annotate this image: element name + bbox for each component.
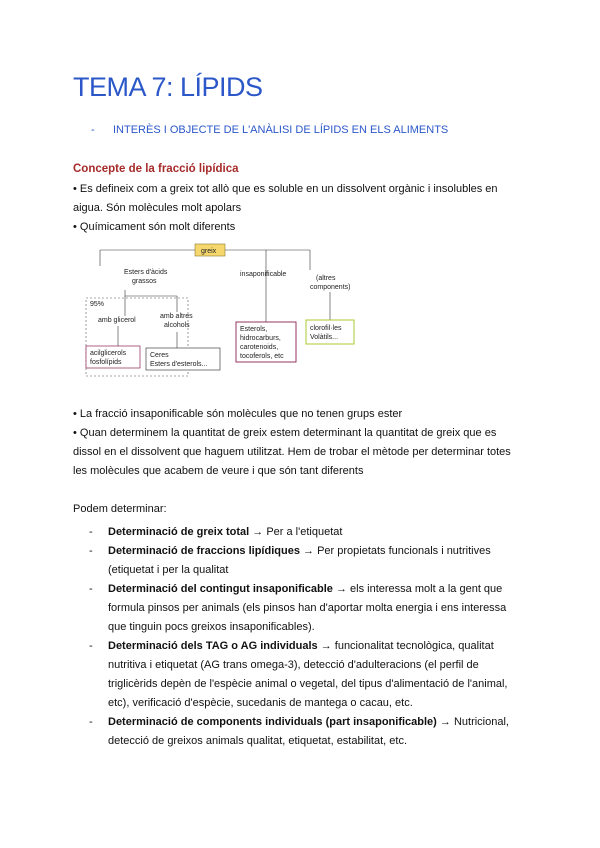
diagram-box-altres-2: Volàtils... xyxy=(310,334,339,341)
diagram-branch-altres-1: (altres xyxy=(316,275,336,282)
diagram-alcohols-1: amb altres xyxy=(160,313,193,320)
diagram-box-glicerol-1: acilglicerols xyxy=(90,350,127,357)
paragraph-quantitat: • Quan determinem la quantitat de greix estem determinant la quantitat de greix que es dissol en el dissolvent que haguem utilitzat. Hem de trobar el mètode per determinar totes les molècules que acabem de veure i que són tant diferents xyxy=(73,427,511,477)
diagram-box-glicerol-2: fosfolípids xyxy=(90,359,122,366)
diagram-box-insap-3: carotenoids, xyxy=(240,344,279,351)
diagram-box-cera-1: Ceres xyxy=(150,352,169,359)
list-item: - Determinació dels TAG o AG individuals → funcionalitat tecnològica, qualitat nutritiva i etiquetat (AG trans omega-3), detecció d'adulteracions (el perfil de triglicèrids depèn de l'espècie animal o vegetal, del tipus d'alimentació de l'animal, etc), verificació d'espècie, sucedanis de mantega o cacau, etc. xyxy=(89,640,508,709)
lipid-fraction-diagram xyxy=(80,240,380,380)
paragraph-chemistry: • Químicament són molt diferents xyxy=(73,221,236,233)
diagram-pct: 95% xyxy=(90,301,105,308)
diagram-box-cera-2: Esters d'esterols... xyxy=(150,361,208,368)
diagram-branch-esters-2: grassos xyxy=(132,278,157,285)
diagram-branch-insap: insaponificable xyxy=(240,271,287,278)
paragraph-definition: • Es defineix com a greix tot allò que es soluble en un dissolvent orgànic i insolubles en aigua. Són molècules molt apolars xyxy=(73,183,498,214)
section-heading: Concepte de la fracció lipídica xyxy=(73,163,239,175)
diagram-box-altres-1: clorofil·les xyxy=(310,325,342,332)
page-title: TEMA 7: LÍPIDS xyxy=(73,72,263,102)
subtitle xyxy=(91,124,448,136)
subtitle-text: INTERÈS I OBJECTE DE L'ANÀLISI DE LÍPIDS EN ELS ALIMENTS xyxy=(113,124,449,136)
list-item: - Determinació de greix total → Per a l'etiquetat xyxy=(89,526,343,538)
paragraph-insaponificable: • La fracció insaponificable són molècules que no tenen grups ester xyxy=(73,408,403,420)
determination-list xyxy=(73,500,523,751)
diagram-branch-altres-2: components) xyxy=(310,284,351,291)
list-item: - Determinació de fraccions lipídiques → Per propietats funcionals i nutritives (etiquetat i per la qualitat xyxy=(89,545,491,576)
list-item: - Determinació de components individuals (part insaponificable) → Nutricional, detecció de greixos animals qualitat, etiquetat, estabilitat, etc. xyxy=(89,716,509,747)
list-item: - Determinació del contingut insaponificable → els interessa molt a la gent que formula pinsos per animals (els pinsos han d'aportar molta energia i ens interessa que tinguin pocs greixos insaponificables). xyxy=(89,583,507,633)
diagram-box-insap-4: tocoferols, etc xyxy=(240,353,284,360)
subtitle-dash: - xyxy=(91,124,95,136)
diagram-box-insap-1: Esterols, xyxy=(240,326,268,333)
diagram-root-label: greix xyxy=(201,248,217,255)
diagram-alcohols-2: alcohols xyxy=(164,322,190,329)
diagram-branch-esters-1: Esters d'àcids xyxy=(124,269,168,276)
diagram-glicerol: amb glicerol xyxy=(98,317,136,324)
diagram-box-insap-2: hidrocarburs, xyxy=(240,335,281,342)
list-intro: Podem determinar: xyxy=(73,503,167,515)
